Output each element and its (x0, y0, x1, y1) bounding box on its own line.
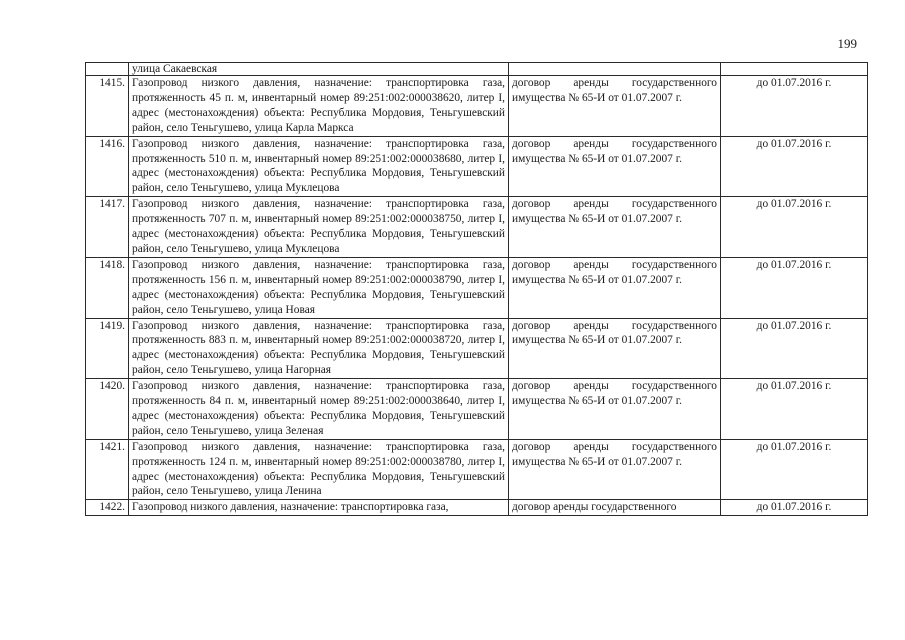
table-row (86, 76, 868, 137)
object-description-cell: Газопровод низкого давления, назначение: транспортировка газа, протяженность 883 п. м, инвентарный номер 89:251:002:000038720, литер I, адрес (местонахождения) объекта: Республика Мордовия, Теньгушевский район, село Теньгушево, улица Нагорная (129, 318, 509, 379)
object-description-cell: Газопровод низкого давления, назначение: транспортировка газа, протяженность 707 п. м, инвентарный номер 89:251:002:000038750, литер I, адрес (местонахождения) объекта: Республика Мордовия, Теньгушевский район, село Теньгушево, улица Муклецова (129, 197, 509, 258)
row-number-cell: 1421. (86, 439, 129, 500)
term-cell: до 01.07.2016 г. (721, 76, 868, 137)
row-number-cell: 1422. (86, 500, 129, 516)
object-description-cell: Газопровод низкого давления, назначение: транспортировка газа, протяженность 124 п. м, инвентарный номер 89:251:002:000038780, литер I, адрес (местонахождения) объекта: Республика Мордовия, Теньгушевский район, село Теньгушево, улица Ленина (129, 439, 509, 500)
term-cell: до 01.07.2016 г. (721, 136, 868, 197)
table-row-continuation (86, 63, 868, 76)
table-row (86, 257, 868, 318)
term-cell: до 01.07.2016 г. (721, 439, 868, 500)
term-cell: до 01.07.2016 г. (721, 379, 868, 440)
legal-basis-cell: договор аренды государственного (509, 500, 721, 516)
term-cell (721, 63, 868, 76)
object-description-cell: улица Сакаевская (129, 63, 509, 76)
row-number-cell: 1420. (86, 379, 129, 440)
object-description-cell: Газопровод низкого давления, назначение: транспортировка газа, протяженность 510 п. м, инвентарный номер 89:251:002:000038680, литер I, адрес (местонахождения) объекта: Республика Мордовия, Теньгушевский район, село Теньгушево, улица Муклецова (129, 136, 509, 197)
object-description-cell: Газопровод низкого давления, назначение: транспортировка газа, протяженность 45 п. м, инвентарный номер 89:251:002:000038620, литер I, адрес (местонахождения) объекта: Республика Мордовия, Теньгушевский район, село Теньгушево, улица Карла Маркса (129, 76, 509, 137)
object-description-cell: Газопровод низкого давления, назначение: транспортировка газа, протяженность 156 п. м, инвентарный номер 89:251:002:000038790, литер I, адрес (местонахождения) объекта: Республика Мордовия, Теньгушевский район, село Теньгушево, улица Новая (129, 257, 509, 318)
row-number-cell (86, 63, 129, 76)
row-number-cell: 1417. (86, 197, 129, 258)
legal-basis-cell: договор аренды государственного имущества № 65-И от 01.07.2007 г. (509, 318, 721, 379)
row-number-cell: 1415. (86, 76, 129, 137)
object-description-cell: Газопровод низкого давления, назначение: транспортировка газа, (129, 500, 509, 516)
table-row (86, 197, 868, 258)
legal-basis-cell (509, 63, 721, 76)
table-row (86, 136, 868, 197)
legal-basis-cell: договор аренды государственного имущества № 65-И от 01.07.2007 г. (509, 439, 721, 500)
page-number: 199 (837, 36, 857, 51)
term-cell: до 01.07.2016 г. (721, 197, 868, 258)
legal-basis-cell: договор аренды государственного имущества № 65-И от 01.07.2007 г. (509, 379, 721, 440)
legal-basis-cell: договор аренды государственного имущества № 65-И от 01.07.2007 г. (509, 197, 721, 258)
table-row (86, 439, 868, 500)
legal-basis-cell: договор аренды государственного имущества № 65-И от 01.07.2007 г. (509, 76, 721, 137)
legal-basis-cell: договор аренды государственного имущества № 65-И от 01.07.2007 г. (509, 136, 721, 197)
object-description-cell: Газопровод низкого давления, назначение: транспортировка газа, протяженность 84 п. м, инвентарный номер 89:251:002:000038640, литер I, адрес (местонахождения) объекта: Республика Мордовия, Теньгушевский район, село Теньгушево, улица Зеленая (129, 379, 509, 440)
term-cell: до 01.07.2016 г. (721, 318, 868, 379)
term-cell: до 01.07.2016 г. (721, 257, 868, 318)
row-number-cell: 1416. (86, 136, 129, 197)
row-number-cell: 1419. (86, 318, 129, 379)
row-number-cell: 1418. (86, 257, 129, 318)
legal-basis-cell: договор аренды государственного имущества № 65-И от 01.07.2007 г. (509, 257, 721, 318)
property-registry-table (85, 62, 868, 516)
term-cell: до 01.07.2016 г. (721, 500, 868, 516)
table-row (86, 318, 868, 379)
table-row (86, 379, 868, 440)
table-row (86, 500, 868, 516)
